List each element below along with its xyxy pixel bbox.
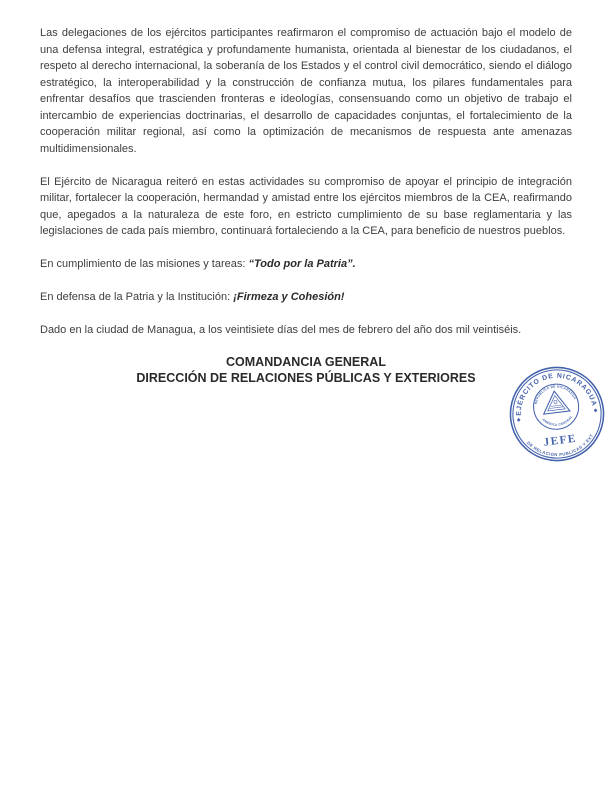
motto-line-missions [40, 256, 572, 273]
signature-heading [40, 355, 572, 386]
motto-defense-prefix: En defensa de la Patria y la Institución: [40, 291, 234, 303]
motto-missions-emphasis: “Todo por la Patria”. [248, 258, 356, 270]
paragraph-delegations: Las delegaciones de los ejércitos participantes reafirmaron el compromiso de actuación bajo el modelo de una defensa integral, estratégica y profundamente humanista, orientada al bienestar de los ciudadanos, el respeto al derecho internacional, la soberanía de los Estados y el control civil democrático, siendo el diálogo estratégico, la interoperabilidad y la construcción de confianza mutua, los pilares fundamentales para enfrentar desafíos que trascienden fronteras e ideologías, consensuando como un objetivo de trabajo el intercambio de experiencias doctrinarias, el desarrollo de capacidades conjuntas, el fortalecimiento de la cooperación militar regional, así como la optimización de mecanismos de respuesta ante amenazas multidimensionales. [40, 27, 572, 155]
seal-inner-arc-bottom: AMERICA CENTRAL [541, 414, 574, 427]
document-body [40, 25, 572, 386]
signature-heading-line1: COMANDANCIA GENERAL [226, 355, 386, 369]
motto-missions-prefix: En cumplimiento de las misiones y tareas: [40, 258, 249, 270]
dateline: Dado en la ciudad de Managua, a los veintisiete días del mes de febrero del año dos mil veintiséis. [40, 324, 522, 336]
seal-star-left-icon: ◆ [516, 417, 521, 424]
seal-ring-text-top: EJÉRCITO DE NICARAGUA [515, 372, 598, 416]
paragraph-ejercito-nicaragua: El Ejército de Nicaragua reiteró en estas actividades su compromiso de apoyar el principio de integración militar, fortalecer la cooperación, hermandad y amistad entre los ejércitos miembros de la CEA, reafirmando que, apegados a la naturaleza de este foro, en estricto cumplimiento de su base reglamentaria y las legislaciones de cada país miembro, continuará fortaleciendo a la CEA, para beneficio de nuestros pueblos. [40, 175, 572, 237]
seal-inner-arc-top: REPUBLICA DE NICARAGUA [533, 384, 578, 405]
seal-triangle-emblem [541, 390, 570, 415]
seal-ring-text-bottom: DE RELACION PUBLICAS Y EXT [525, 432, 595, 458]
motto-line-defense [40, 289, 572, 306]
motto-defense-emphasis: ¡Firmeza y Cohesión! [233, 291, 345, 303]
official-seal [504, 361, 610, 467]
seal-graphic [504, 361, 610, 467]
signature-heading-line2: DIRECCIÓN DE RELACIONES PÚBLICAS Y EXTERIORES [136, 370, 476, 385]
seal-center-label: JEFE [542, 432, 578, 449]
seal-star-right-icon: ◆ [593, 408, 598, 414]
